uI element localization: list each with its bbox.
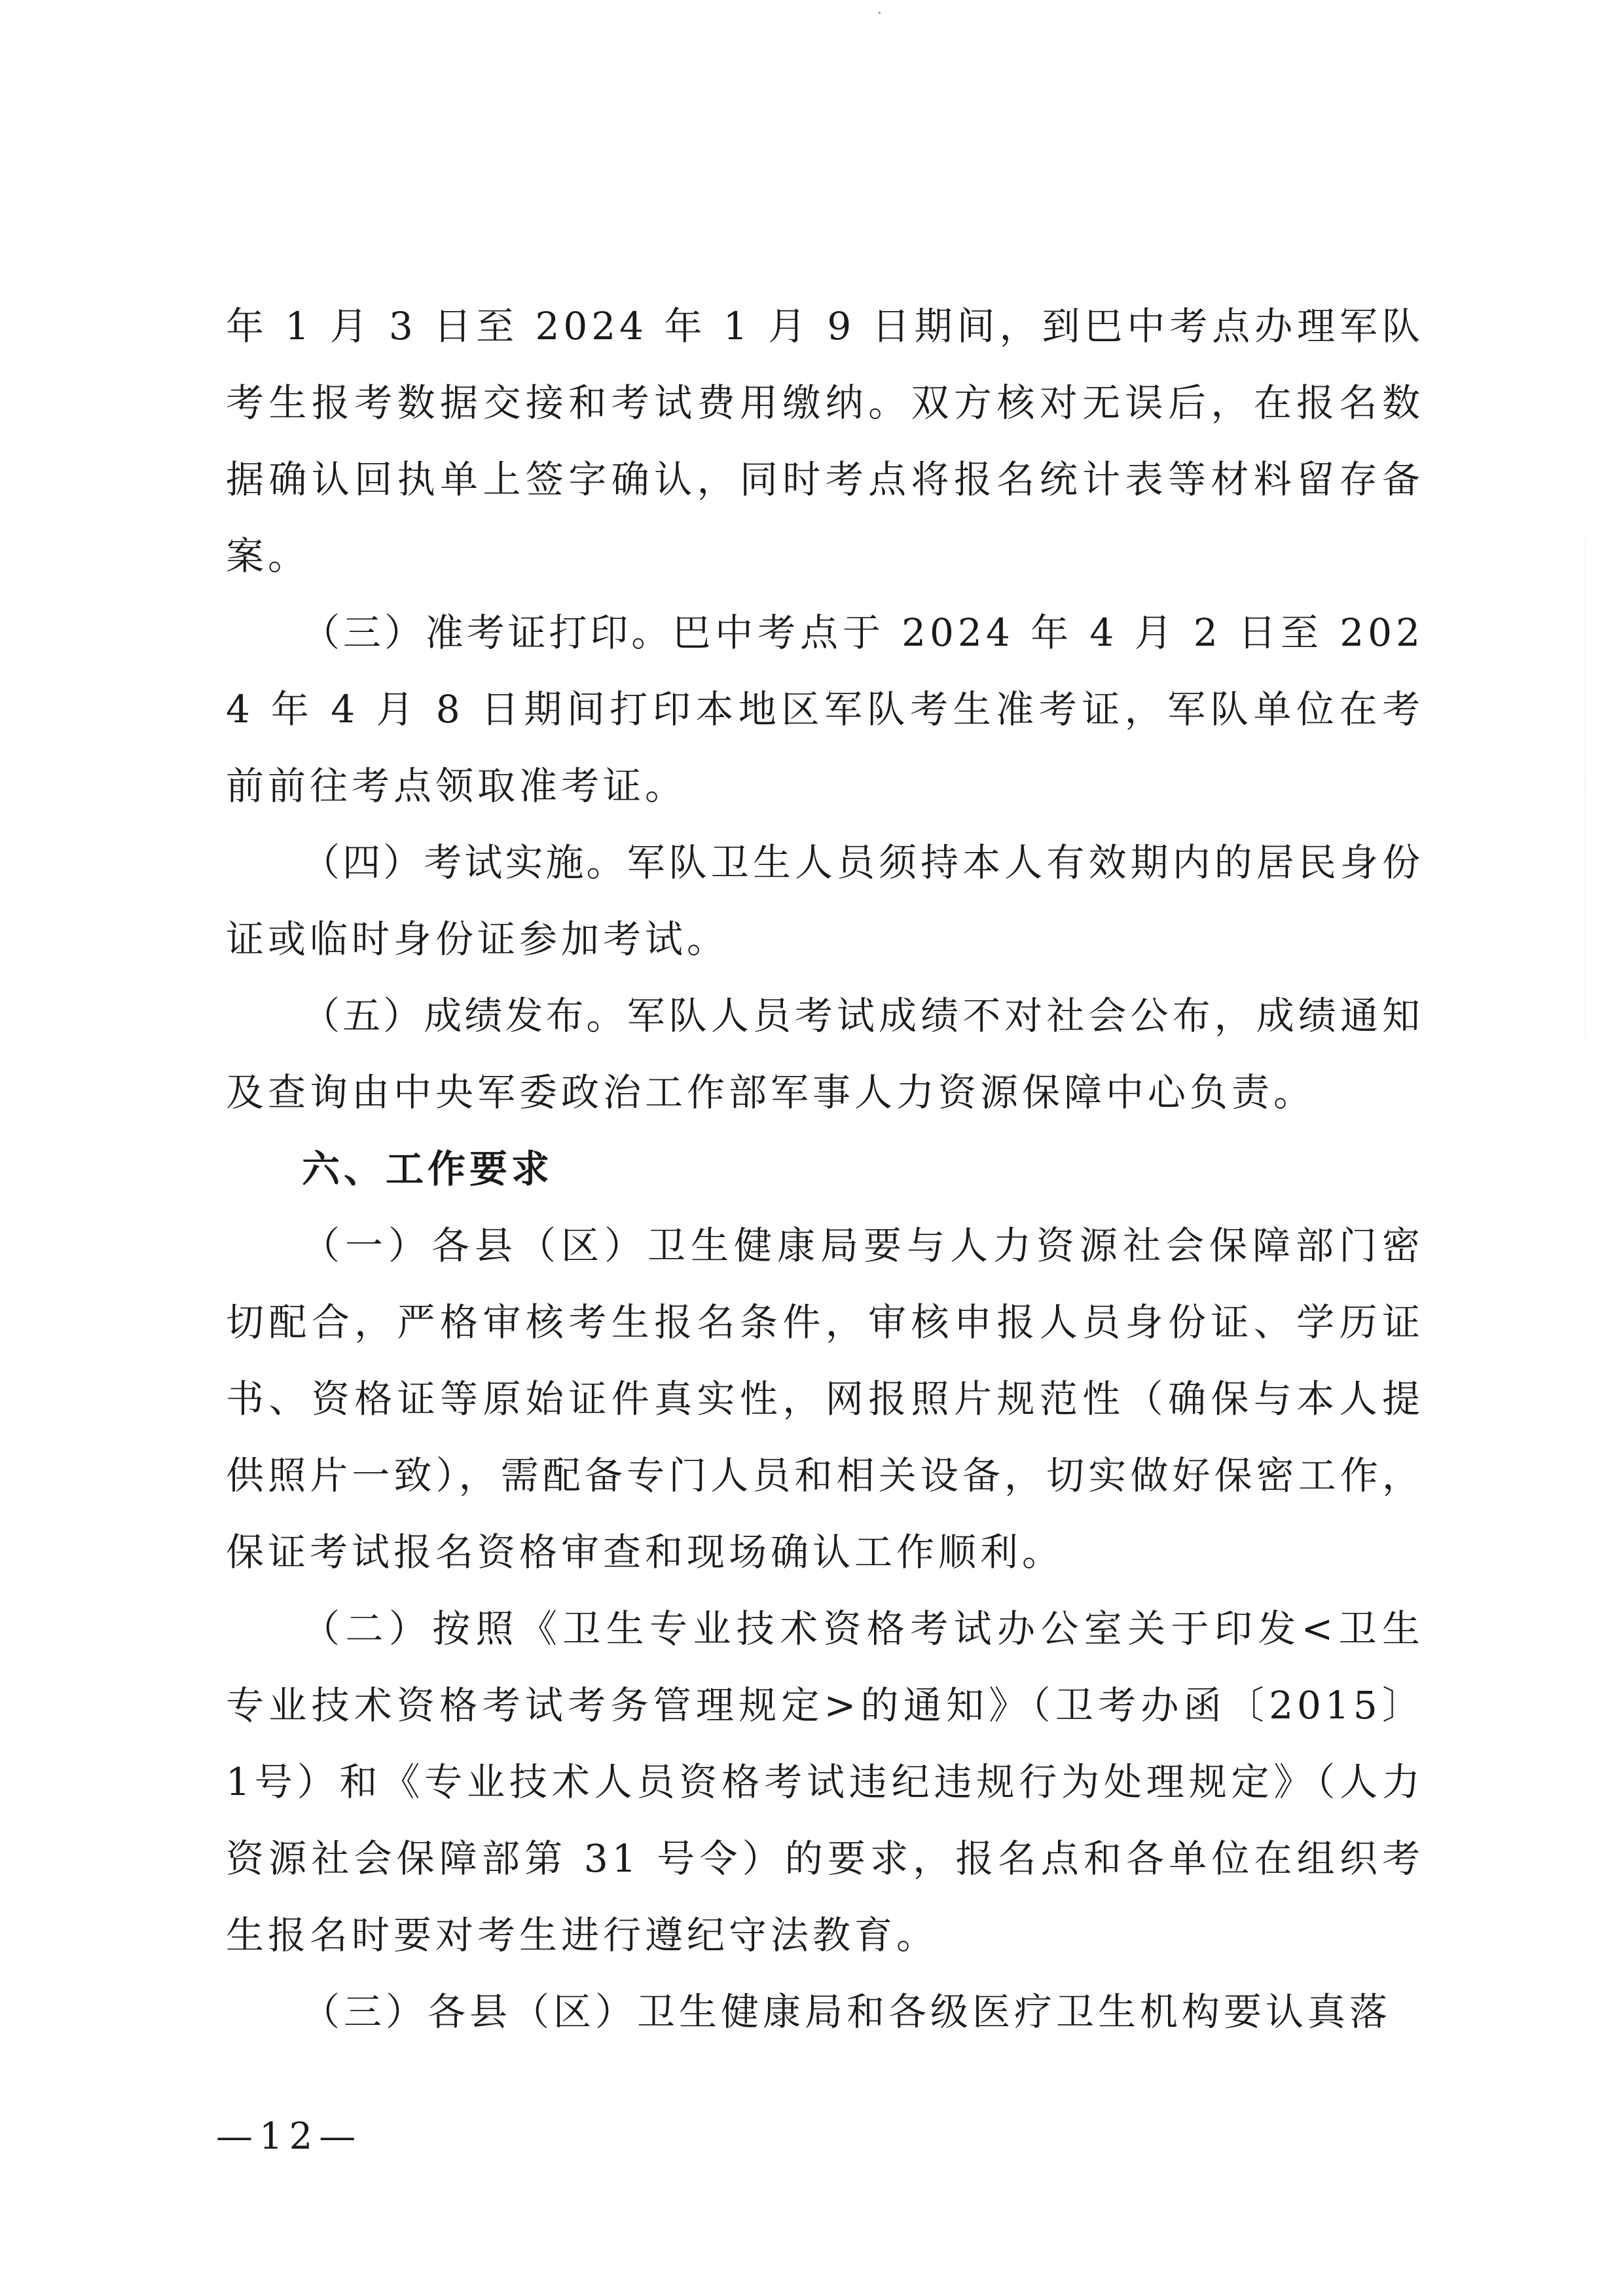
paragraph-admission-ticket bbox=[226, 595, 1424, 824]
paragraph-text: 军队卫生人员须持本人有效期内的居民身份证或临时身份证参加考试。 bbox=[226, 840, 1424, 961]
paragraph-text: 军队人员考试成绩不对社会公布，成绩通知及查询由中央军委政治工作部军事人力资源保障中心负责。 bbox=[226, 993, 1424, 1115]
scan-speck bbox=[879, 12, 881, 14]
paragraph-lead: （三）准考证打印。 bbox=[302, 610, 673, 655]
scan-margin-shadow bbox=[1584, 393, 1586, 1179]
paragraph-text: 巴中考点于 2024 年 4 月 2 日至 2024 年 4 月 8 日期间打印本地区军队考生准考证，军队单位在考前前往考点领取准考证。 bbox=[226, 610, 1424, 808]
requirement-paragraph-3: （三）各县（区）卫生健康局和各级医疗卫生机构要认真落 bbox=[302, 1990, 1392, 2034]
requirement-paragraph-2: （二）按照《卫生专业技术资格考试办公室关于印发<卫生专业技术资格考试考务管理规定>的通知》（卫考办函〔2015〕1号）和《专业技术人员资格考试违纪违规行为处理规定》（人力资源社会保障部第 31 号令）的要求，报名点和各单位在组织考生报名时要对考生进行遵纪守法教育。 bbox=[226, 1606, 1424, 1957]
paragraph-results-release bbox=[226, 978, 1424, 1131]
continuation-paragraph bbox=[226, 288, 1424, 595]
document-body bbox=[226, 288, 1424, 2050]
paragraph-lead: （四）考试实施。 bbox=[302, 840, 627, 885]
requirement-paragraph-1: （一）各县（区）卫生健康局要与人力资源社会保障部门密切配合，严格审核考生报名条件，审核申报人员身份证、学历证书、资格证等原始证件真实性，网报照片规范性（确保与本人提供照片一致），需配备专门人员和相关设备，切实做好保密工作，保证考试报名资格审查和现场确认工作顺利。 bbox=[226, 1223, 1424, 1574]
section-heading: 六、工作要求 bbox=[302, 1147, 554, 1191]
paragraph-text: 年 1 月 3 日至 2024 年 1 月 9 日期间，到巴中考点办理军队考生报考数据交接和考试费用缴纳。双方核对无误后，在报名数据确认回执单上签字确认，同时考点将报名统计表等材料留存备案。 bbox=[226, 304, 1424, 578]
paragraph-lead: （五）成绩发布。 bbox=[302, 993, 627, 1038]
page-number: —12— bbox=[216, 2115, 363, 2158]
paragraph-exam-implementation bbox=[226, 824, 1424, 978]
